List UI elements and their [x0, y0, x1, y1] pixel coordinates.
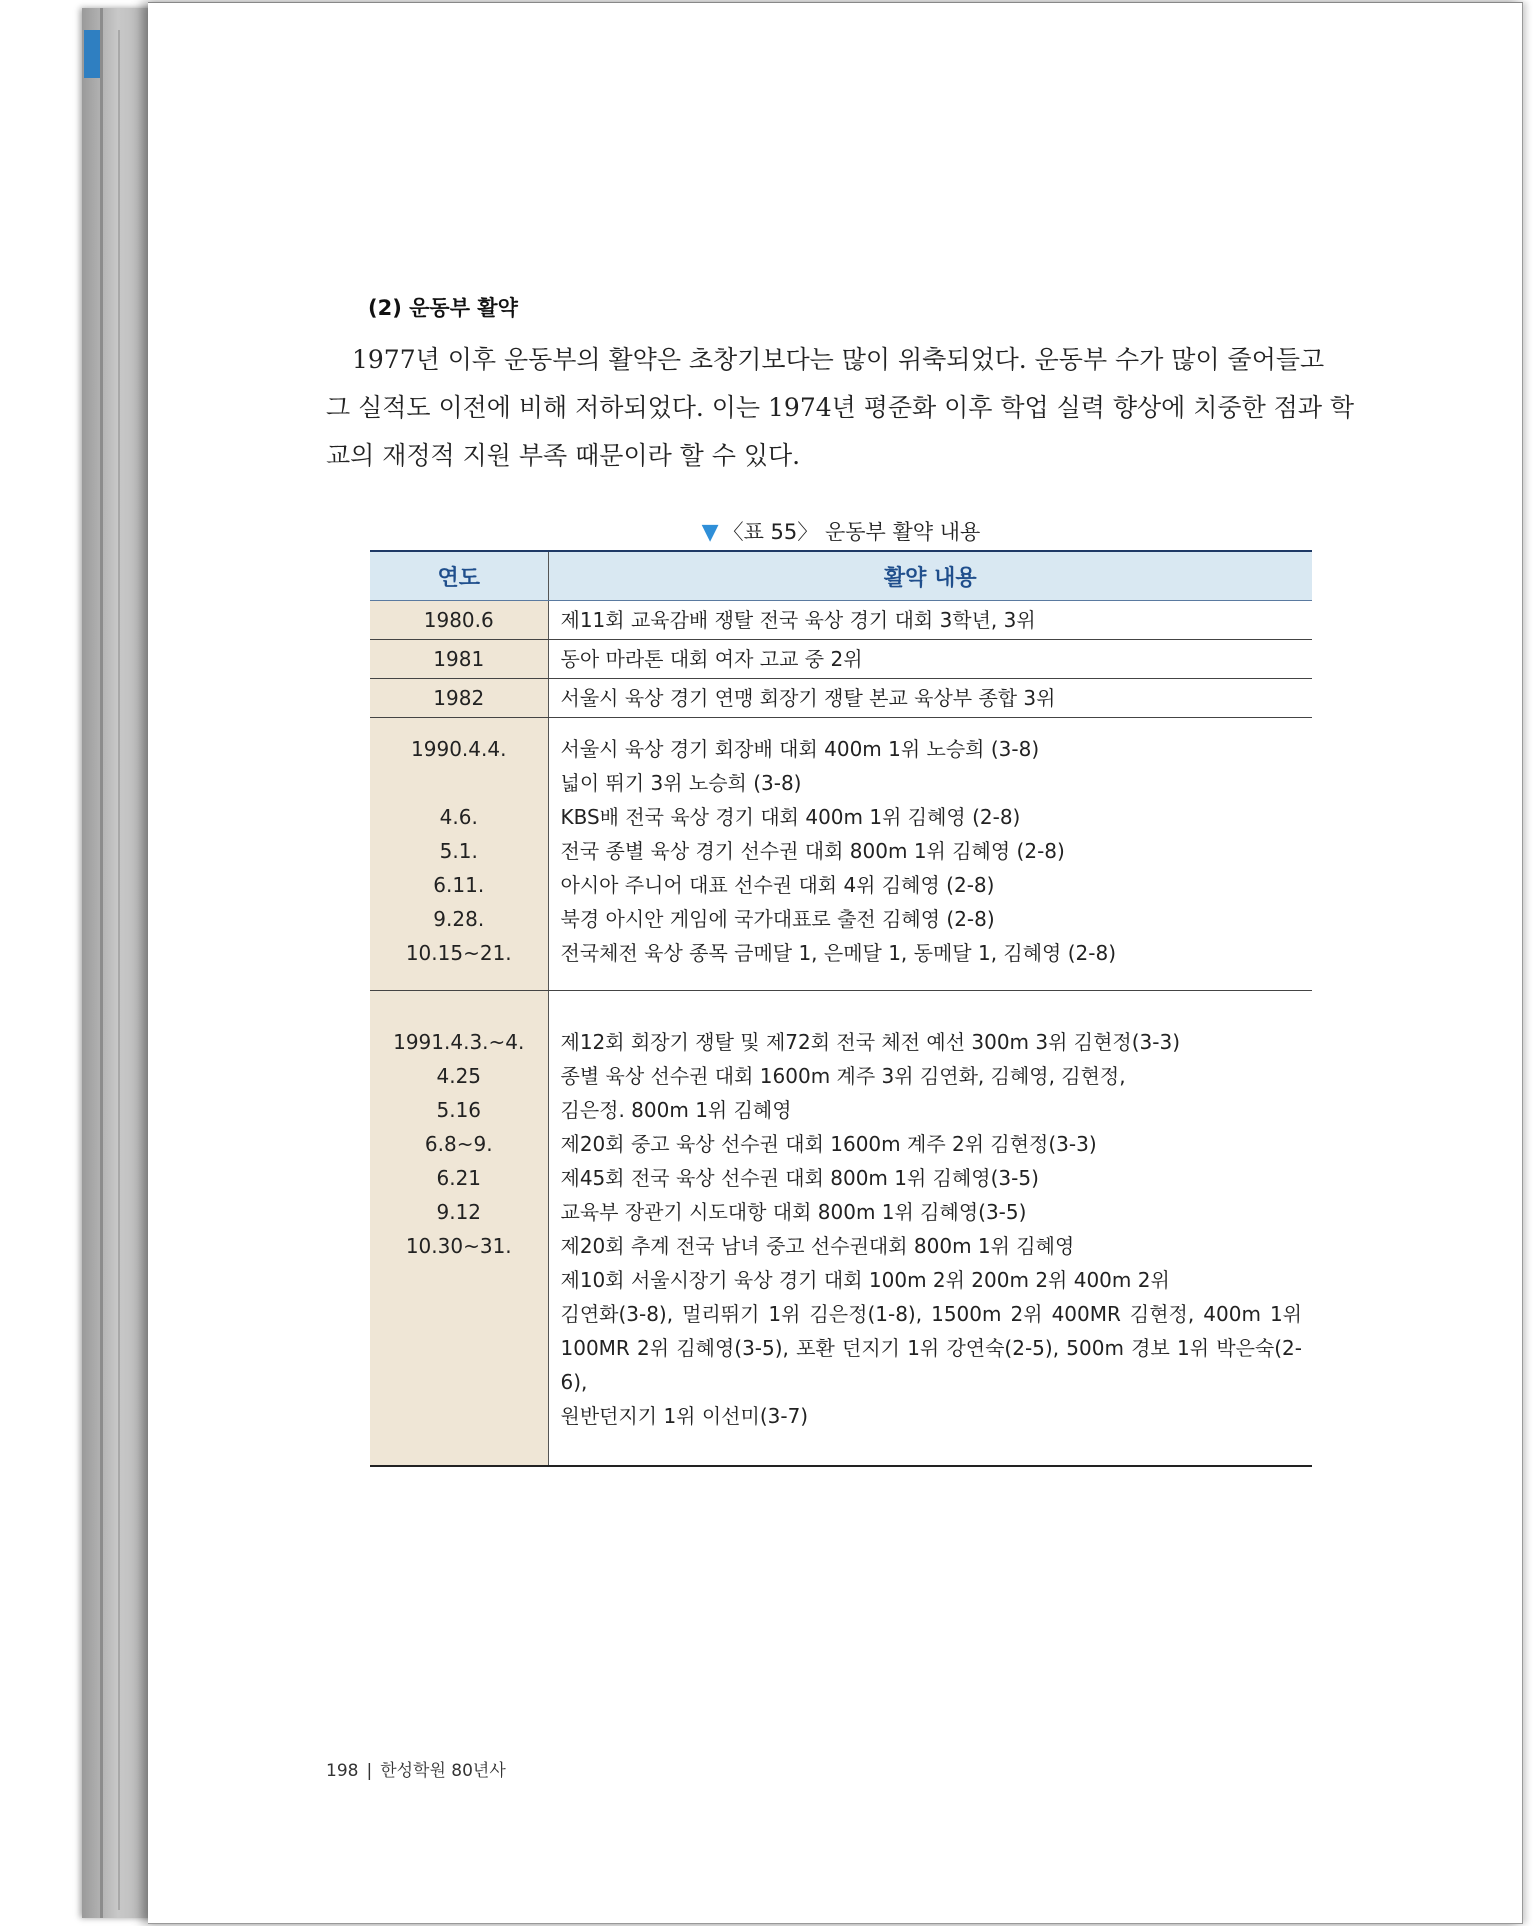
year-cell — [370, 991, 548, 1467]
year-line: 6.11. — [433, 873, 485, 897]
year-line — [370, 766, 548, 800]
content-line: 교육부 장관기 시도대항 대회 800m 1위 김혜영(3-5) — [560, 1200, 1027, 1224]
year-line: 1990.4.4. — [411, 737, 507, 761]
caption-text: 〈표 55〉 운동부 활약 내용 — [722, 520, 981, 544]
header-content: 활약 내용 — [548, 551, 1312, 601]
year-line: 6.8~9. — [424, 1132, 493, 1156]
year-cell: 1981 — [370, 640, 548, 679]
table-header-row — [370, 551, 1312, 601]
body-paragraph: 1977년 이후 운동부의 활약은 초창기보다는 많이 위축되었다. 운동부 수가 많이 줄어들고 그 실적도 이전에 비해 저하되었다. 이는 1974년 평준화 이후 학업 실력 향상에 치중한 점과 학교의 재정적 지원 부족 때문이라 할 수 있다. — [326, 345, 1355, 470]
triangle-down-icon: ▼ — [701, 520, 719, 545]
page-edge-line — [118, 30, 120, 1910]
year-line: 4.25 — [436, 1064, 482, 1088]
footer-separator: | — [366, 1761, 373, 1781]
content-line: 제10회 서울시장기 육상 경기 대회 100m 2위 200m 2위 400m 2위 — [560, 1268, 1170, 1292]
page-edge-line — [100, 8, 103, 1918]
table-row — [370, 601, 1312, 640]
content-line: 넓이 뛰기 3위 노승희 (3-8) — [560, 771, 802, 795]
content-line: 김은정. 800m 1위 김혜영 — [560, 1098, 792, 1122]
content-line: 전국체전 육상 종목 금메달 1, 은메달 1, 동메달 1, 김혜영 (2-8) — [560, 941, 1116, 965]
content-line: 제45회 전국 육상 선수권 대회 800m 1위 김혜영(3-5) — [560, 1166, 1039, 1190]
activity-table — [370, 550, 1312, 1467]
content-line: 아시아 주니어 대표 선수권 대회 4위 김혜영 (2-8) — [560, 873, 995, 897]
content-line: 김연화(3-8), 멀리뛰기 1위 김은정(1-8), 1500m 2위 400MR 김현정, 400m 1위 — [560, 1302, 1302, 1326]
content-cell: 동아 마라톤 대회 여자 고교 중 2위 — [548, 640, 1312, 679]
content-line: 북경 아시안 게임에 국가대표로 출전 김혜영 (2-8) — [560, 907, 995, 931]
year-line: 9.12 — [436, 1200, 482, 1224]
content-line: 서울시 육상 경기 회장배 대회 400m 1위 노승희 (3-8) — [560, 737, 1040, 761]
content-line: KBS배 전국 육상 경기 대회 400m 1위 김혜영 (2-8) — [560, 805, 1021, 829]
content-cell — [548, 718, 1312, 991]
year-cell — [370, 718, 548, 991]
content-cell: 서울시 육상 경기 연맹 회장기 쟁탈 본교 육상부 종합 3위 — [548, 679, 1312, 718]
year-cell: 1982 — [370, 679, 548, 718]
table-caption — [370, 516, 1312, 546]
header-year: 연도 — [370, 551, 548, 601]
content-line: 제12회 회장기 쟁탈 및 제72회 전국 체전 예선 300m 3위 김현정(3-3) — [560, 1030, 1181, 1054]
page-footer — [326, 1756, 506, 1781]
content-line: 100MR 2위 김혜영(3-5), 포환 던지기 1위 강연숙(2-5), 500m 경보 1위 박은숙(2-6), — [560, 1336, 1302, 1394]
book-title: 한성학원 80년사 — [380, 1761, 506, 1781]
table-row — [370, 679, 1312, 718]
year-line: 10.30~31. — [405, 1234, 512, 1258]
table-row — [370, 640, 1312, 679]
content-cell — [548, 991, 1312, 1467]
content-line: 제20회 추계 전국 남녀 중고 선수권대회 800m 1위 김혜영 — [560, 1234, 1075, 1258]
content-line: 제20회 중고 육상 선수권 대회 1600m 계주 2위 김현정(3-3) — [560, 1132, 1097, 1156]
content-line: 전국 종별 육상 경기 선수권 대회 800m 1위 김혜영 (2-8) — [560, 839, 1065, 863]
year-line: 5.1. — [439, 839, 478, 863]
section-heading: (2) 운동부 활약 — [368, 296, 518, 320]
year-line: 1991.4.3.~4. — [393, 1030, 525, 1054]
year-line: 9.28. — [433, 907, 485, 931]
content-line: 종별 육상 선수권 대회 1600m 계주 3위 김연화, 김혜영, 김현정, — [560, 1064, 1126, 1088]
table-row — [370, 991, 1312, 1467]
content-cell: 제11회 교육감배 쟁탈 전국 육상 경기 대회 3학년, 3위 — [548, 601, 1312, 640]
year-cell: 1980.6 — [370, 601, 548, 640]
bookmark-ribbon — [84, 30, 100, 78]
page-number: 198 — [326, 1761, 359, 1781]
content-line: 원반던지기 1위 이선미(3-7) — [560, 1404, 809, 1428]
year-line: 5.16 — [436, 1098, 482, 1122]
year-line: 6.21 — [436, 1166, 482, 1190]
table-row — [370, 718, 1312, 991]
year-line: 10.15~21. — [405, 941, 512, 965]
year-line: 4.6. — [439, 805, 478, 829]
